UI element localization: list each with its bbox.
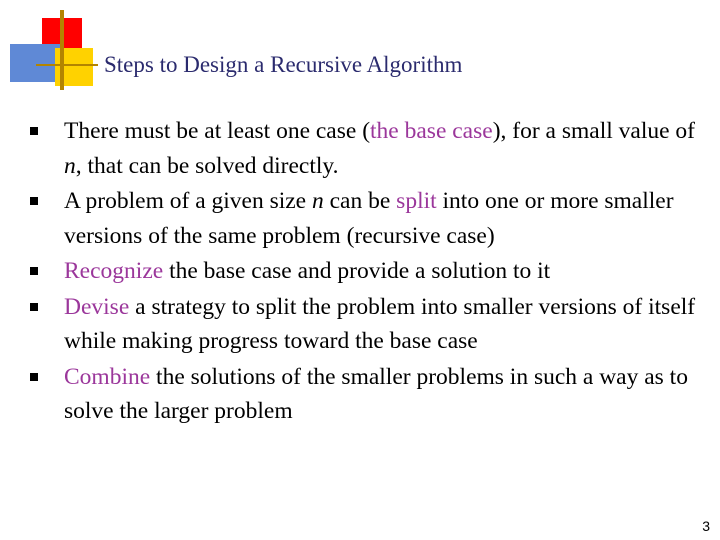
bullet-list bbox=[30, 114, 710, 430]
decorative-blue-square bbox=[10, 44, 60, 82]
bullet-text: ), for a small value of bbox=[492, 118, 695, 144]
bullet-item-split bbox=[30, 184, 710, 253]
bullet-text: can be bbox=[323, 188, 397, 214]
bullet-text: There must be at least one case ( bbox=[64, 118, 371, 144]
bullet-item-devise bbox=[30, 290, 710, 359]
highlighted-term: Combine bbox=[64, 363, 151, 390]
page-number: 3 bbox=[702, 518, 710, 534]
square-bullet-icon bbox=[30, 197, 38, 205]
variable-n: n bbox=[64, 152, 76, 179]
square-bullet-icon bbox=[30, 303, 38, 311]
highlighted-term: the base case bbox=[370, 118, 493, 144]
bullet-text: the base case and provide a solution to it bbox=[163, 258, 551, 284]
highlighted-term: Recognize bbox=[64, 258, 164, 284]
bullet-text: A problem of a given size bbox=[64, 188, 312, 214]
decorative-vertical-line bbox=[60, 10, 64, 90]
bullet-item-recognize bbox=[30, 254, 710, 289]
bullet-text: a strategy to split the problem into smaller versions of itself while making progress toward the base case bbox=[64, 293, 696, 354]
slide-title: Steps to Design a Recursive Algorithm bbox=[104, 52, 463, 77]
bullet-text: the solutions of the smaller problems in such a way as to solve the larger problem bbox=[64, 363, 688, 424]
bullet-item-combine bbox=[30, 360, 710, 429]
square-bullet-icon bbox=[30, 267, 38, 275]
bullet-item-base-case bbox=[30, 114, 710, 183]
highlighted-term: Devise bbox=[64, 293, 130, 320]
square-bullet-icon bbox=[30, 373, 38, 381]
decorative-horizontal-line bbox=[36, 64, 98, 66]
variable-n: n bbox=[312, 188, 324, 214]
highlighted-term: split bbox=[396, 188, 437, 214]
bullet-text: , that can be solved directly. bbox=[75, 152, 339, 179]
bullet-text: into one or more smaller versions of the same problem (recursive case) bbox=[64, 188, 674, 249]
square-bullet-icon bbox=[30, 127, 38, 135]
